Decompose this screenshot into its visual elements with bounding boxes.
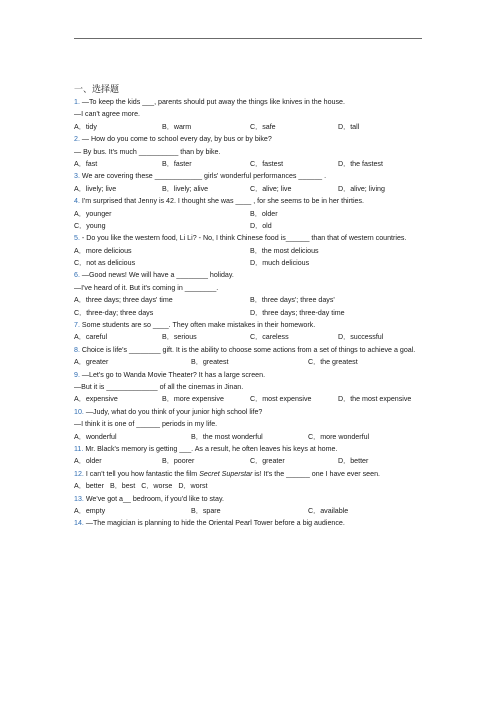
question-9-stem2: —But it is _____________ of all the cinemas in Jinan. xyxy=(74,383,244,392)
option[interactable]: D．three days; three-day time xyxy=(250,308,345,317)
question-7-stem: 7. Some students are so ____. They often make mistakes in their homework. xyxy=(74,321,316,330)
option[interactable]: A．fast xyxy=(74,159,98,168)
question-10-stem: 10. —Judy, what do you think of your junior high school life? xyxy=(74,407,263,416)
option[interactable]: D．the most expensive xyxy=(338,395,412,404)
option[interactable]: C．careless xyxy=(250,333,289,342)
question-1-stem: 1. —To keep the kids ___, parents should put away the things like knives in the house. xyxy=(74,98,345,106)
option[interactable]: C．safe xyxy=(250,122,276,131)
option[interactable]: B．greatest xyxy=(191,358,229,367)
question-13-stem: 13. We've got a__ bedroom, if you'd like to stay. xyxy=(74,494,224,503)
question-10-stem2: —I think it is one of ______ periods in my life. xyxy=(74,420,218,429)
option[interactable]: C．worse xyxy=(141,482,173,491)
option[interactable]: A．greater xyxy=(74,358,109,367)
option[interactable]: C．more wonderful xyxy=(308,432,370,441)
question-5-options-row1 xyxy=(74,245,426,257)
option[interactable]: C．fastest xyxy=(250,159,284,168)
option[interactable]: C．three-day; three days xyxy=(74,308,154,317)
option[interactable]: D．old xyxy=(250,221,272,230)
option[interactable]: D．the fastest xyxy=(338,159,383,168)
film-title: Secret Superstar xyxy=(199,469,253,478)
question-12-stem: 12. I can't tell you how fantastic the film Secret Superstar is! It's the ______ one I have ever seen. xyxy=(74,469,380,478)
question-2-stem2: — By bus. It's much __________ than by bike. xyxy=(74,147,221,156)
option[interactable]: C．young xyxy=(74,221,106,230)
option[interactable]: A．more delicious xyxy=(74,246,132,255)
question-6-stem: 6. —Good news! We will have a ________ holiday. xyxy=(74,271,234,280)
option[interactable]: B．serious xyxy=(162,333,197,342)
question-list xyxy=(74,96,426,530)
question-8-options xyxy=(74,356,426,368)
option[interactable]: D．much delicious xyxy=(250,259,310,268)
question-2-stem: 2. — How do you come to school every day, by bus or by bike? xyxy=(74,135,272,144)
header-rule xyxy=(74,38,422,39)
option[interactable]: B．faster xyxy=(162,159,192,168)
question-4-options-row1 xyxy=(74,208,426,220)
question-4-options-row2 xyxy=(74,220,426,232)
question-3-options xyxy=(74,183,426,195)
question-14-stem: 14. —The magician is planning to hide the Oriental Pearl Tower before a big audience. xyxy=(74,519,345,528)
option[interactable]: A．three days; three days' time xyxy=(74,296,173,305)
option[interactable]: A．better xyxy=(74,482,104,491)
question-5-options-row2 xyxy=(74,257,426,269)
question-9-stem: 9. —Let's go to Wanda Movie Theater? It has a large screen. xyxy=(74,370,266,379)
option[interactable]: D．alive; living xyxy=(338,184,385,193)
section-title: 一、选择题 xyxy=(74,84,120,94)
option[interactable]: A．wonderful xyxy=(74,432,117,441)
question-11-stem: 11. Mr. Black's memory is getting ___. As a result, he often leaves his keys at home. xyxy=(74,444,338,453)
option[interactable]: B．the most delicious xyxy=(250,246,319,255)
option[interactable]: D．worst xyxy=(178,482,208,491)
question-3-stem: 3. We are covering these ____________ girls' wonderful performances ______ . xyxy=(74,172,327,181)
option[interactable]: B．warm xyxy=(162,122,192,131)
option[interactable]: B．best xyxy=(109,482,136,491)
option[interactable]: A．empty xyxy=(74,506,106,515)
question-10-options xyxy=(74,431,426,443)
question-6-stem2: —I've heard of it. But it's coming in ________. xyxy=(74,283,219,292)
option[interactable]: B．more expensive xyxy=(162,395,224,404)
question-1-stem2: —I can't agree more. xyxy=(74,110,141,119)
option[interactable]: C．available xyxy=(308,506,349,515)
question-9-options xyxy=(74,393,426,405)
question-6-options-row2 xyxy=(74,307,426,319)
option[interactable]: B．three days'; three days' xyxy=(250,296,335,305)
question-11-options xyxy=(74,455,426,467)
question-5-stem: 5. - Do you like the western food, Li Li? - No, I think Chinese food is______ than that of western countries. xyxy=(74,234,407,243)
option[interactable]: B．older xyxy=(250,209,278,218)
question-2-options xyxy=(74,158,426,170)
option[interactable]: D．successful xyxy=(338,333,384,342)
option[interactable]: A．older xyxy=(74,457,102,466)
question-13-options xyxy=(74,505,426,517)
option[interactable]: C．the greatest xyxy=(308,358,358,367)
question-7-options xyxy=(74,331,426,343)
option[interactable]: B．spare xyxy=(191,506,221,515)
option[interactable]: B．lively; alive xyxy=(162,184,209,193)
option[interactable]: C．greater xyxy=(250,457,285,466)
option[interactable]: B．poorer xyxy=(162,457,195,466)
question-6-options-row1 xyxy=(74,294,426,306)
option[interactable]: D．better xyxy=(338,457,369,466)
question-8-stem: 8. Choice is life's ________ gift. It is the ability to choose some actions from a set of things to achieve a goal. xyxy=(74,345,416,354)
option[interactable]: B．the most wonderful xyxy=(191,432,263,441)
option[interactable]: C．alive; live xyxy=(250,184,292,193)
option[interactable]: A．expensive xyxy=(74,395,118,404)
option[interactable]: A．younger xyxy=(74,209,112,218)
question-4-stem: 4. I'm surprised that Jenny is 42. I thought she was ____ , for she seems to be in her thirties. xyxy=(74,197,365,206)
question-1-options xyxy=(74,121,426,133)
option[interactable]: D．tall xyxy=(338,122,360,131)
option[interactable]: A．tidy xyxy=(74,122,97,131)
option[interactable]: C．most expensive xyxy=(250,395,312,404)
option[interactable]: A．careful xyxy=(74,333,108,342)
question-12-options xyxy=(74,480,426,492)
option[interactable]: A．lively; live xyxy=(74,184,117,193)
option[interactable]: C．not as delicious xyxy=(74,259,136,268)
